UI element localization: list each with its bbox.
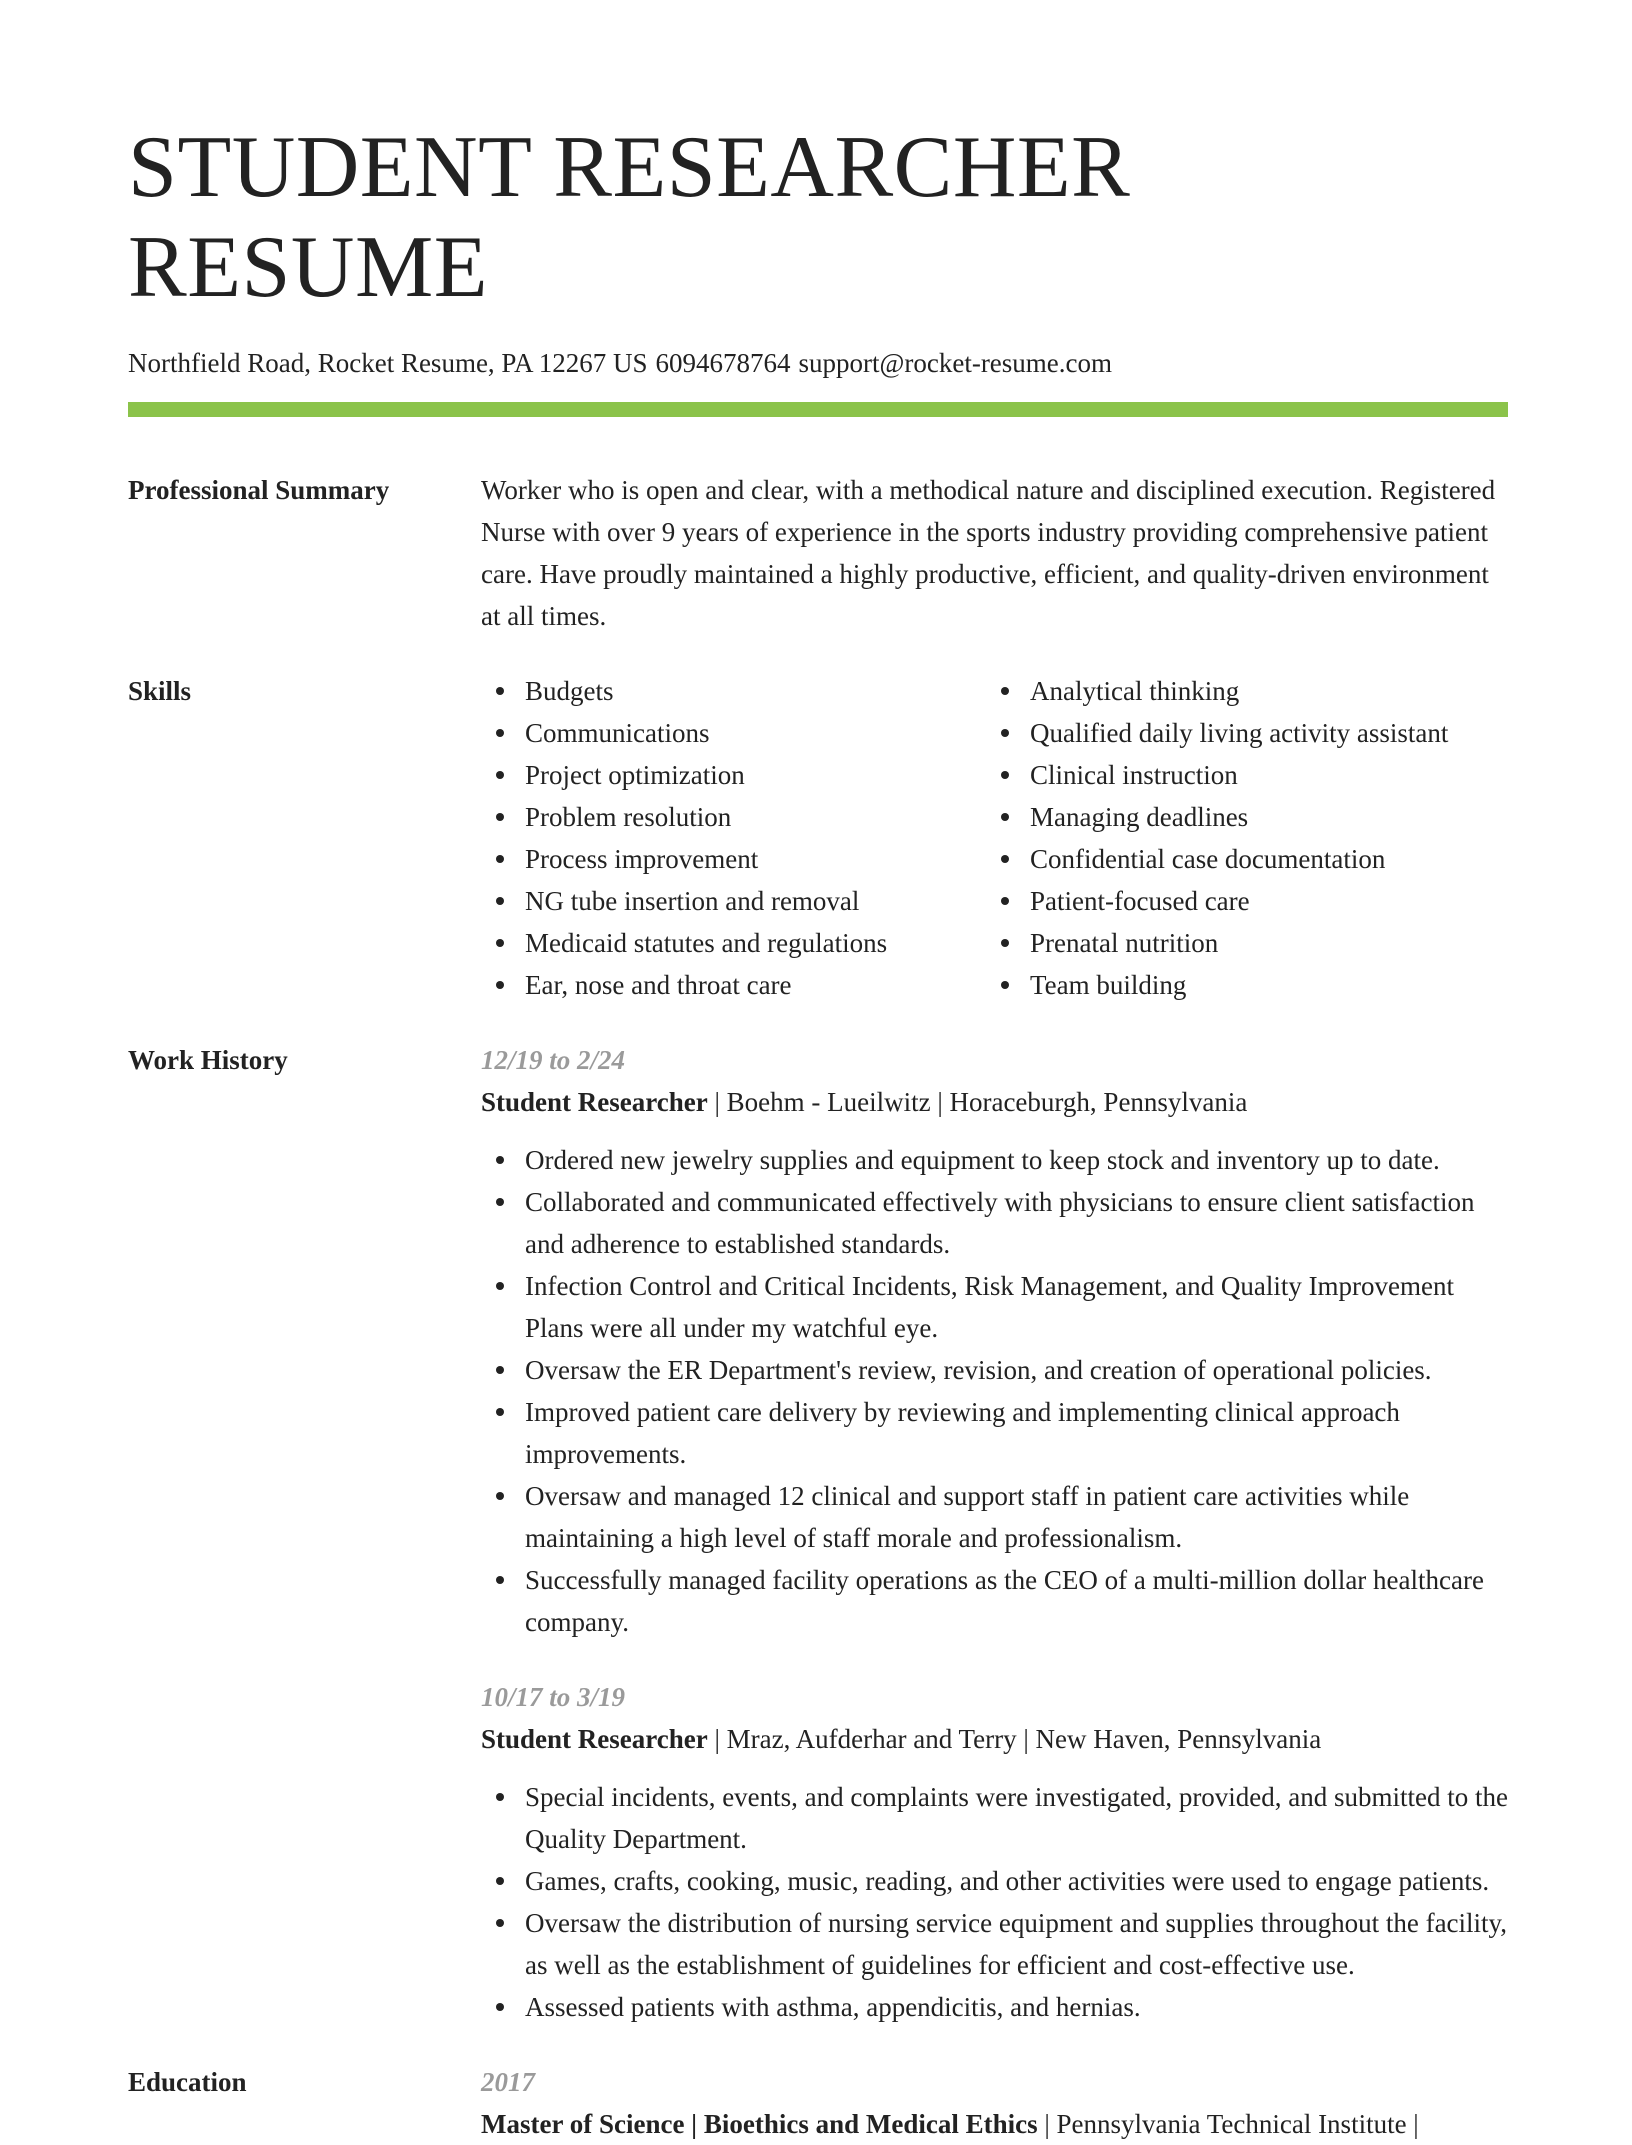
skill-item: Prenatal nutrition	[986, 922, 1491, 964]
work-history-heading: Work History	[128, 1045, 288, 1075]
bullet-icon	[496, 1576, 504, 1584]
education-section	[128, 2061, 1508, 2145]
skill-item: Budgets	[481, 670, 986, 712]
contact-line	[128, 346, 1508, 380]
skill-item: Managing deadlines	[986, 796, 1491, 838]
bullet-icon	[1001, 687, 1009, 695]
bullet-icon	[496, 1919, 504, 1927]
bullet-icon	[496, 1156, 504, 1164]
bullet-icon	[1001, 939, 1009, 947]
education-details: | Pennsylvania Technical Institute |	[1037, 2109, 1419, 2139]
bullet-icon	[496, 1198, 504, 1206]
bullet-icon	[1001, 771, 1009, 779]
bullet-icon	[496, 813, 504, 821]
job-title: Student Researcher	[481, 1724, 708, 1754]
bullet-icon	[496, 1282, 504, 1290]
skill-item: Team building	[986, 964, 1491, 1006]
job-header	[481, 1718, 1508, 1760]
job-bullet-list	[481, 1776, 1508, 2028]
skills-heading: Skills	[128, 676, 192, 706]
job-bullet: Successfully managed facility operations as the CEO of a multi-million dollar healthcare company.	[481, 1559, 1508, 1643]
job-bullet: Ordered new jewelry supplies and equipment to keep stock and inventory up to date.	[481, 1139, 1508, 1181]
skill-item: Communications	[481, 712, 986, 754]
bullet-icon	[496, 1366, 504, 1374]
contact-address: Northfield Road, Rocket Resume, PA 12267 US	[128, 348, 648, 378]
job-details: | Boehm - Lueilwitz | Horaceburgh, Pennsylvania	[707, 1087, 1248, 1117]
job-dates: 10/17 to 3/19	[481, 1682, 626, 1712]
contact-email: support@rocket-resume.com	[798, 348, 1113, 378]
work-history-section	[128, 1039, 1508, 2028]
skill-item: NG tube insertion and removal	[481, 880, 986, 922]
skill-item: Medicaid statutes and regulations	[481, 922, 986, 964]
job-bullet: Infection Control and Critical Incidents, Risk Management, and Quality Improvement Plans were all under my watchful eye.	[481, 1265, 1508, 1349]
bullet-icon	[496, 981, 504, 989]
bullet-icon	[1001, 813, 1009, 821]
bullet-icon	[496, 1492, 504, 1500]
job-entry	[481, 1039, 1508, 1643]
job-bullet: Games, crafts, cooking, music, reading, and other activities were used to engage patients.	[481, 1860, 1508, 1902]
job-bullet: Oversaw the distribution of nursing service equipment and supplies throughout the facility, as well as the establishment of guidelines for efficient and cost-effective use.	[481, 1902, 1508, 1986]
skill-item: Patient-focused care	[986, 880, 1491, 922]
job-title: Student Researcher	[481, 1087, 708, 1117]
skill-item: Confidential case documentation	[986, 838, 1491, 880]
bullet-icon	[496, 1877, 504, 1885]
job-bullet: Special incidents, events, and complaints were investigated, provided, and submitted to the Quality Department.	[481, 1776, 1508, 1860]
bullet-icon	[1001, 981, 1009, 989]
job-bullet-list	[481, 1139, 1508, 1643]
skill-item: Project optimization	[481, 754, 986, 796]
job-bullet: Assessed patients with asthma, appendicitis, and hernias.	[481, 1986, 1508, 2028]
bullet-icon	[1001, 855, 1009, 863]
skills-list-left	[481, 670, 986, 1006]
job-bullet: Collaborated and communicated effectively with physicians to ensure client satisfaction and adherence to established standards.	[481, 1181, 1508, 1265]
skill-item: Problem resolution	[481, 796, 986, 838]
accent-divider	[128, 402, 1508, 417]
bullet-icon	[496, 897, 504, 905]
summary-heading: Professional Summary	[128, 475, 390, 505]
bullet-icon	[496, 939, 504, 947]
education-degree: Master of Science | Bioethics and Medical Ethics	[481, 2109, 1038, 2139]
summary-text: Worker who is open and clear, with a methodical nature and disciplined execution. Registered Nurse with over 9 years of experience in the sports industry providing comprehensive patient care. Have proudly maintained a highly productive, efficient, and quality-driven environment at all times.	[481, 475, 1496, 631]
job-entry	[481, 1676, 1508, 2028]
skill-item: Qualified daily living activity assistant	[986, 712, 1491, 754]
bullet-icon	[1001, 897, 1009, 905]
job-header	[481, 1081, 1508, 1123]
bullet-icon	[496, 771, 504, 779]
contact-phone: 6094678764	[655, 348, 791, 378]
skills-list-right	[986, 670, 1491, 1006]
skill-item: Process improvement	[481, 838, 986, 880]
job-bullet: Improved patient care delivery by reviewing and implementing clinical approach improvements.	[481, 1391, 1508, 1475]
bullet-icon	[496, 2003, 504, 2011]
education-heading: Education	[128, 2067, 247, 2097]
bullet-icon	[496, 855, 504, 863]
resume-title: STUDENT RESEARCHER RESUME	[128, 119, 1131, 316]
resume-page	[128, 0, 1508, 2145]
education-header	[481, 2103, 1508, 2145]
job-dates: 12/19 to 2/24	[481, 1045, 626, 1075]
job-details: | Mraz, Aufderhar and Terry | New Haven, Pennsylvania	[707, 1724, 1322, 1754]
skill-item: Analytical thinking	[986, 670, 1491, 712]
bullet-icon	[1001, 729, 1009, 737]
job-bullet: Oversaw and managed 12 clinical and support staff in patient care activities while maintaining a high level of staff morale and professionalism.	[481, 1475, 1508, 1559]
summary-section	[128, 469, 1508, 637]
bullet-icon	[496, 687, 504, 695]
skill-item: Clinical instruction	[986, 754, 1491, 796]
skill-item: Ear, nose and throat care	[481, 964, 986, 1006]
bullet-icon	[496, 729, 504, 737]
education-year: 2017	[481, 2067, 535, 2097]
bullet-icon	[496, 1408, 504, 1416]
bullet-icon	[496, 1793, 504, 1801]
job-bullet: Oversaw the ER Department's review, revision, and creation of operational policies.	[481, 1349, 1508, 1391]
skills-section	[128, 670, 1508, 1006]
